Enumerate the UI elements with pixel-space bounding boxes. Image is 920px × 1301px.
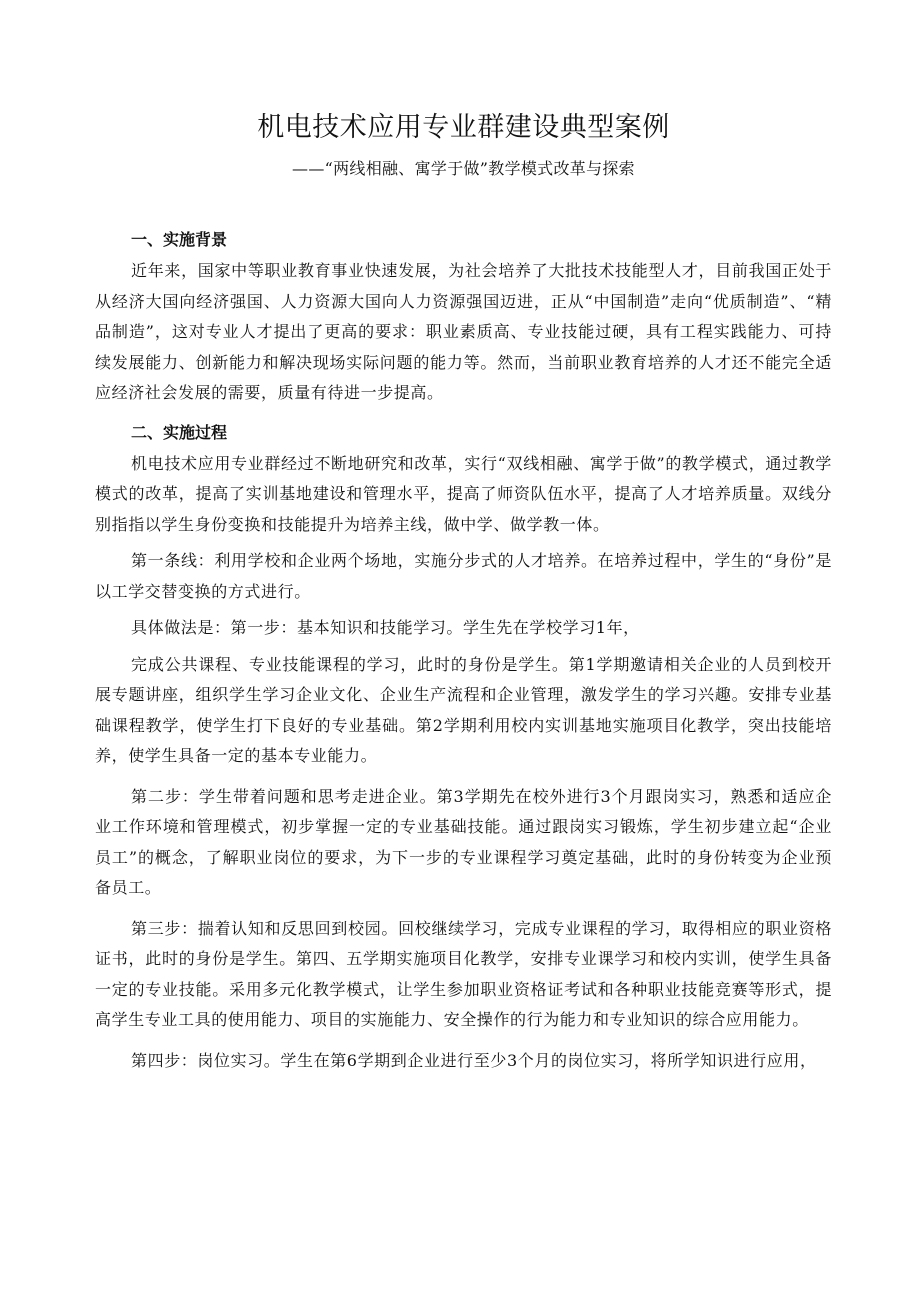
section-heading-process: 二、实施过程: [131, 422, 228, 442]
paragraph-first-line: 第一条线：利用学校和企业两个场地，实施分步式的人才培养。在培养过程中，学生的“身份”是以工学交替变换的方式进行。: [95, 551, 832, 601]
section-heading-background: 一、实施背景: [131, 230, 228, 249]
paragraph-process-intro: 机电技术应用专业群经过不断地研究和改革，实行“双线相融、寓学于做”的教学模式，通过教学模式的改革，提高了实训基地建设和管理水平，提高了师资队伍水平，提高了人才培养质量。双线分别指指以学生身份变换和技能提升为培养主线，做中学、做学教一体。: [95, 453, 832, 534]
paragraph-method: 具体做法是：第一步：基本知识和技能学习。学生先在学校学习1年，: [131, 618, 640, 637]
paragraph-step-three: 第三步：揣着认知和反思回到校园。回校继续学习，完成专业课程的学习，取得相应的职业资格证书，此时的身份是学生。第四、五学期实施项目化教学，安排专业课学习和校内实训，使学生具备一定的专业技能。采用多元化教学模式，让学生参加职业资格证考试和各种职业技能竞赛等形式，提高学生专业工具的使用能力、项目的实施能力、安全操作的行为能力和专业知识的综合应用能力。: [95, 918, 832, 1029]
paragraph-step-four: 第四步：岗位实习。学生在第6学期到企业进行至少3个月的岗位实习，将所学知识进行应用，: [131, 1050, 817, 1070]
paragraph-step-one: 完成公共课程、专业技能课程的学习，此时的身份是学生。第1学期邀请相关企业的人员到校开展专题讲座，组织学生学习企业文化、企业生产流程和企业管理，激发学生的学习兴趣。安排专业基础课程教学，使学生打下良好的专业基础。第2学期利用校内实训基地实施项目化教学，突出技能培养，使学生具备一定的基本专业能力。: [95, 654, 832, 765]
paragraph-background: 近年来，国家中等职业教育事业快速发展，为社会培养了大批技术技能型人才，目前我国正处于从经济大国向经济强国、人力资源大国向人力资源强国迈进，正从“中国制造”走向“优质制造”、“精品制造”，这对专业人才提出了更高的要求：职业素质高、专业技能过硬，具有工程实践能力、可持续发展能力、创新能力和解决现场实际问题的能力等。然而，当前职业教育培养的人才还不能完全适应经济社会发展的需要，质量有待进一步提高。: [95, 261, 832, 402]
document-subtitle: ——“两线相融、寓学于做”教学模式改革与探索: [292, 159, 635, 178]
document-title: 机电技术应用专业群建设典型案例: [257, 112, 670, 143]
paragraph-step-two: 第二步：学生带着问题和思考走进企业。第3学期先在校外进行3个月跟岗实习，熟悉和适应企业工作环境和管理模式，初步掌握一定的专业基础技能。通过跟岗实习锻炼，学生初步建立起“企业员工”的概念，了解职业岗位的要求，为下一步的专业课程学习奠定基础，此时的身份转变为企业预备员工。: [95, 786, 832, 897]
